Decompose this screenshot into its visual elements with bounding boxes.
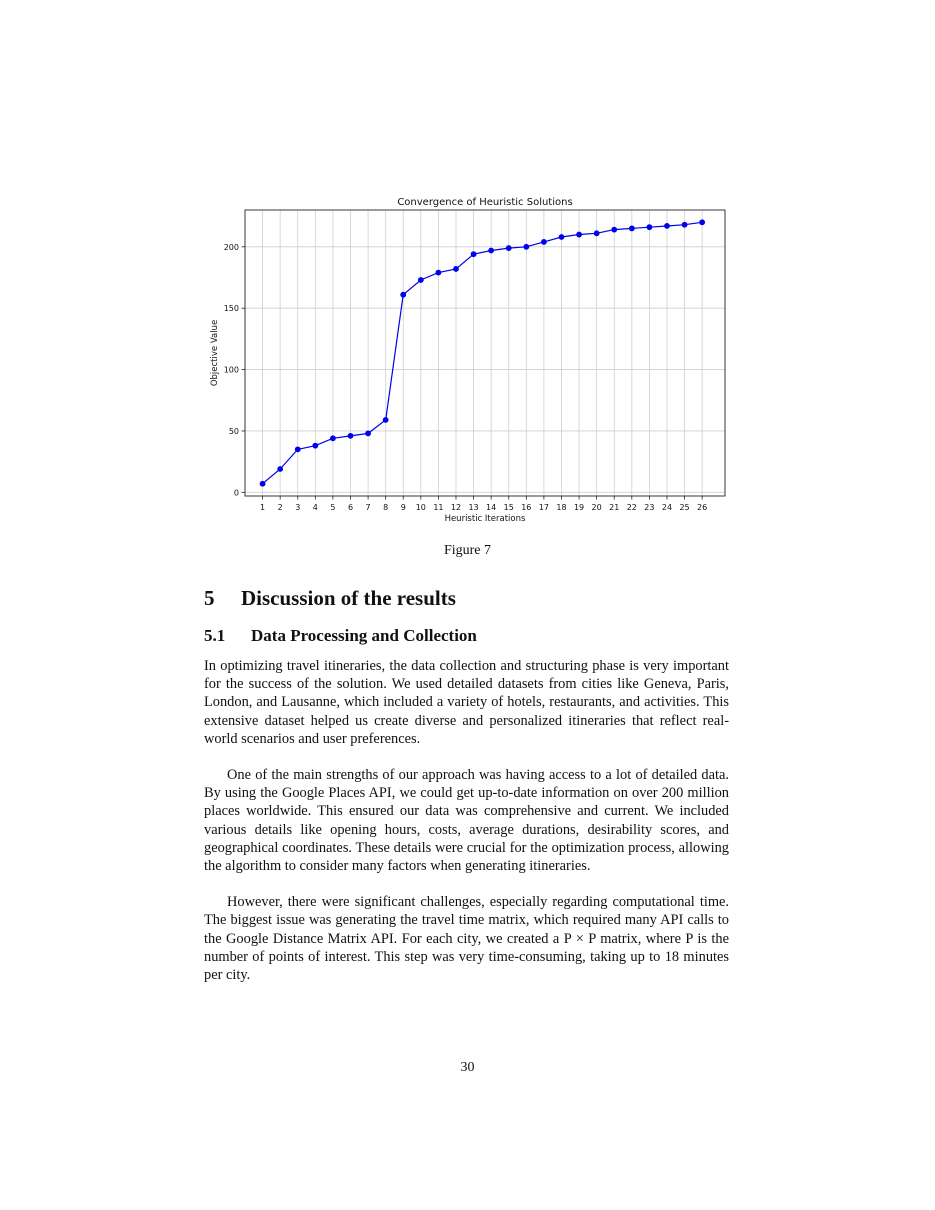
data-point [611, 227, 617, 233]
page-number: 30 [460, 1060, 475, 1075]
x-tick-label: 26 [697, 503, 708, 512]
data-point [682, 222, 688, 228]
y-tick-label: 0 [233, 488, 239, 498]
subsection-number: 5.1 [204, 626, 226, 645]
paragraph-1: In optimizing travel itineraries, the data collection and structuring phase is very important for the success of the solution. We used detailed datasets from cities like Geneva, Paris, London, and Lausanne, which included a variety of hotels, restaurants, and activities. This extensive dataset helped us create diverse and personalized itineraries that reflect real-world scenarios and user preferences. [204, 658, 729, 747]
data-point [629, 226, 635, 232]
x-tick-label: 6 [347, 503, 354, 512]
data-point [664, 223, 670, 229]
x-tick-label: 2 [277, 503, 283, 512]
x-tick-label: 1 [260, 503, 266, 512]
x-axis-label: Heuristic Iterations [444, 514, 526, 524]
y-tick-label: 150 [223, 304, 239, 314]
paragraph-2: One of the main strengths of our approach was having access to a lot of detailed data. By using the Google Places API, we could get up-to-date information on over 200 million places worldwide. This ensured our data was comprehensive and current. We included various details like opening hours, costs, average durations, desirability scores, and geographical coordinates. These details were crucial for the optimization process, allowing the algorithm to consider many factors when generating itineraries. [204, 767, 729, 875]
x-tick-label: 7 [365, 503, 371, 512]
data-point [594, 230, 600, 236]
data-point [646, 224, 652, 230]
x-tick-label: 15 [503, 503, 514, 512]
chart-series [260, 219, 705, 486]
section-heading [204, 586, 456, 611]
data-point [383, 417, 389, 423]
figure-caption: Figure 7 [443, 543, 492, 558]
data-point [506, 245, 512, 251]
data-point [541, 239, 547, 245]
x-axis-ticks [260, 496, 707, 512]
series-line [263, 222, 702, 483]
x-tick-label: 3 [295, 503, 301, 512]
x-tick-label: 8 [383, 503, 389, 512]
subsection-title: Data Processing and Collection [251, 626, 477, 645]
x-tick-label: 5 [330, 503, 336, 512]
x-tick-label: 11 [433, 503, 444, 512]
x-tick-label: 22 [626, 503, 637, 512]
x-tick-label: 12 [450, 503, 462, 512]
chart-grid [245, 210, 725, 496]
x-tick-label: 4 [312, 503, 318, 512]
convergence-chart [195, 188, 740, 533]
plot-area-frame [245, 210, 725, 496]
data-point [488, 248, 494, 254]
subsection-heading [204, 626, 477, 646]
data-point [418, 277, 424, 283]
x-tick-label: 18 [556, 503, 567, 512]
data-point [471, 251, 477, 257]
x-tick-label: 10 [415, 503, 426, 512]
data-point [312, 443, 318, 449]
data-point [436, 270, 442, 276]
data-point [576, 232, 582, 238]
data-point [260, 481, 266, 487]
y-axis-ticks [224, 243, 245, 497]
data-point [523, 244, 529, 250]
data-point [330, 435, 336, 441]
y-axis-label: Objective Value [210, 319, 220, 387]
data-point [699, 219, 705, 225]
y-tick-label: 100 [223, 365, 239, 375]
data-point [348, 433, 354, 439]
data-point [453, 266, 459, 272]
section-title: Discussion of the results [241, 586, 456, 610]
data-point [295, 446, 301, 452]
x-tick-label: 20 [591, 503, 602, 512]
x-tick-label: 14 [486, 503, 497, 512]
x-tick-label: 19 [573, 503, 585, 512]
x-tick-label: 9 [400, 503, 406, 512]
y-tick-label: 50 [228, 426, 239, 436]
x-tick-label: 16 [521, 503, 532, 512]
y-tick-label: 200 [223, 242, 239, 252]
body-text [204, 657, 729, 1002]
x-tick-label: 13 [468, 503, 479, 512]
paragraph-3: However, there were significant challenges, especially regarding computational time. The biggest issue was generating the travel time matrix, which required many API calls to the Google Distance Matrix API. For each city, we created a P × P matrix, where P is the number of points of interest. This step was very time-consuming, taking up to 18 minutes per city. [204, 894, 729, 984]
x-tick-label: 21 [609, 503, 620, 512]
x-tick-label: 24 [661, 503, 673, 512]
x-tick-label: 17 [538, 503, 549, 512]
chart-title: Convergence of Heuristic Solutions [397, 197, 573, 208]
section-number: 5 [204, 586, 215, 610]
data-point [365, 430, 371, 436]
x-tick-label: 23 [644, 503, 655, 512]
data-point [400, 292, 406, 298]
data-point [277, 466, 283, 472]
data-point [559, 234, 565, 240]
x-tick-label: 25 [679, 503, 690, 512]
